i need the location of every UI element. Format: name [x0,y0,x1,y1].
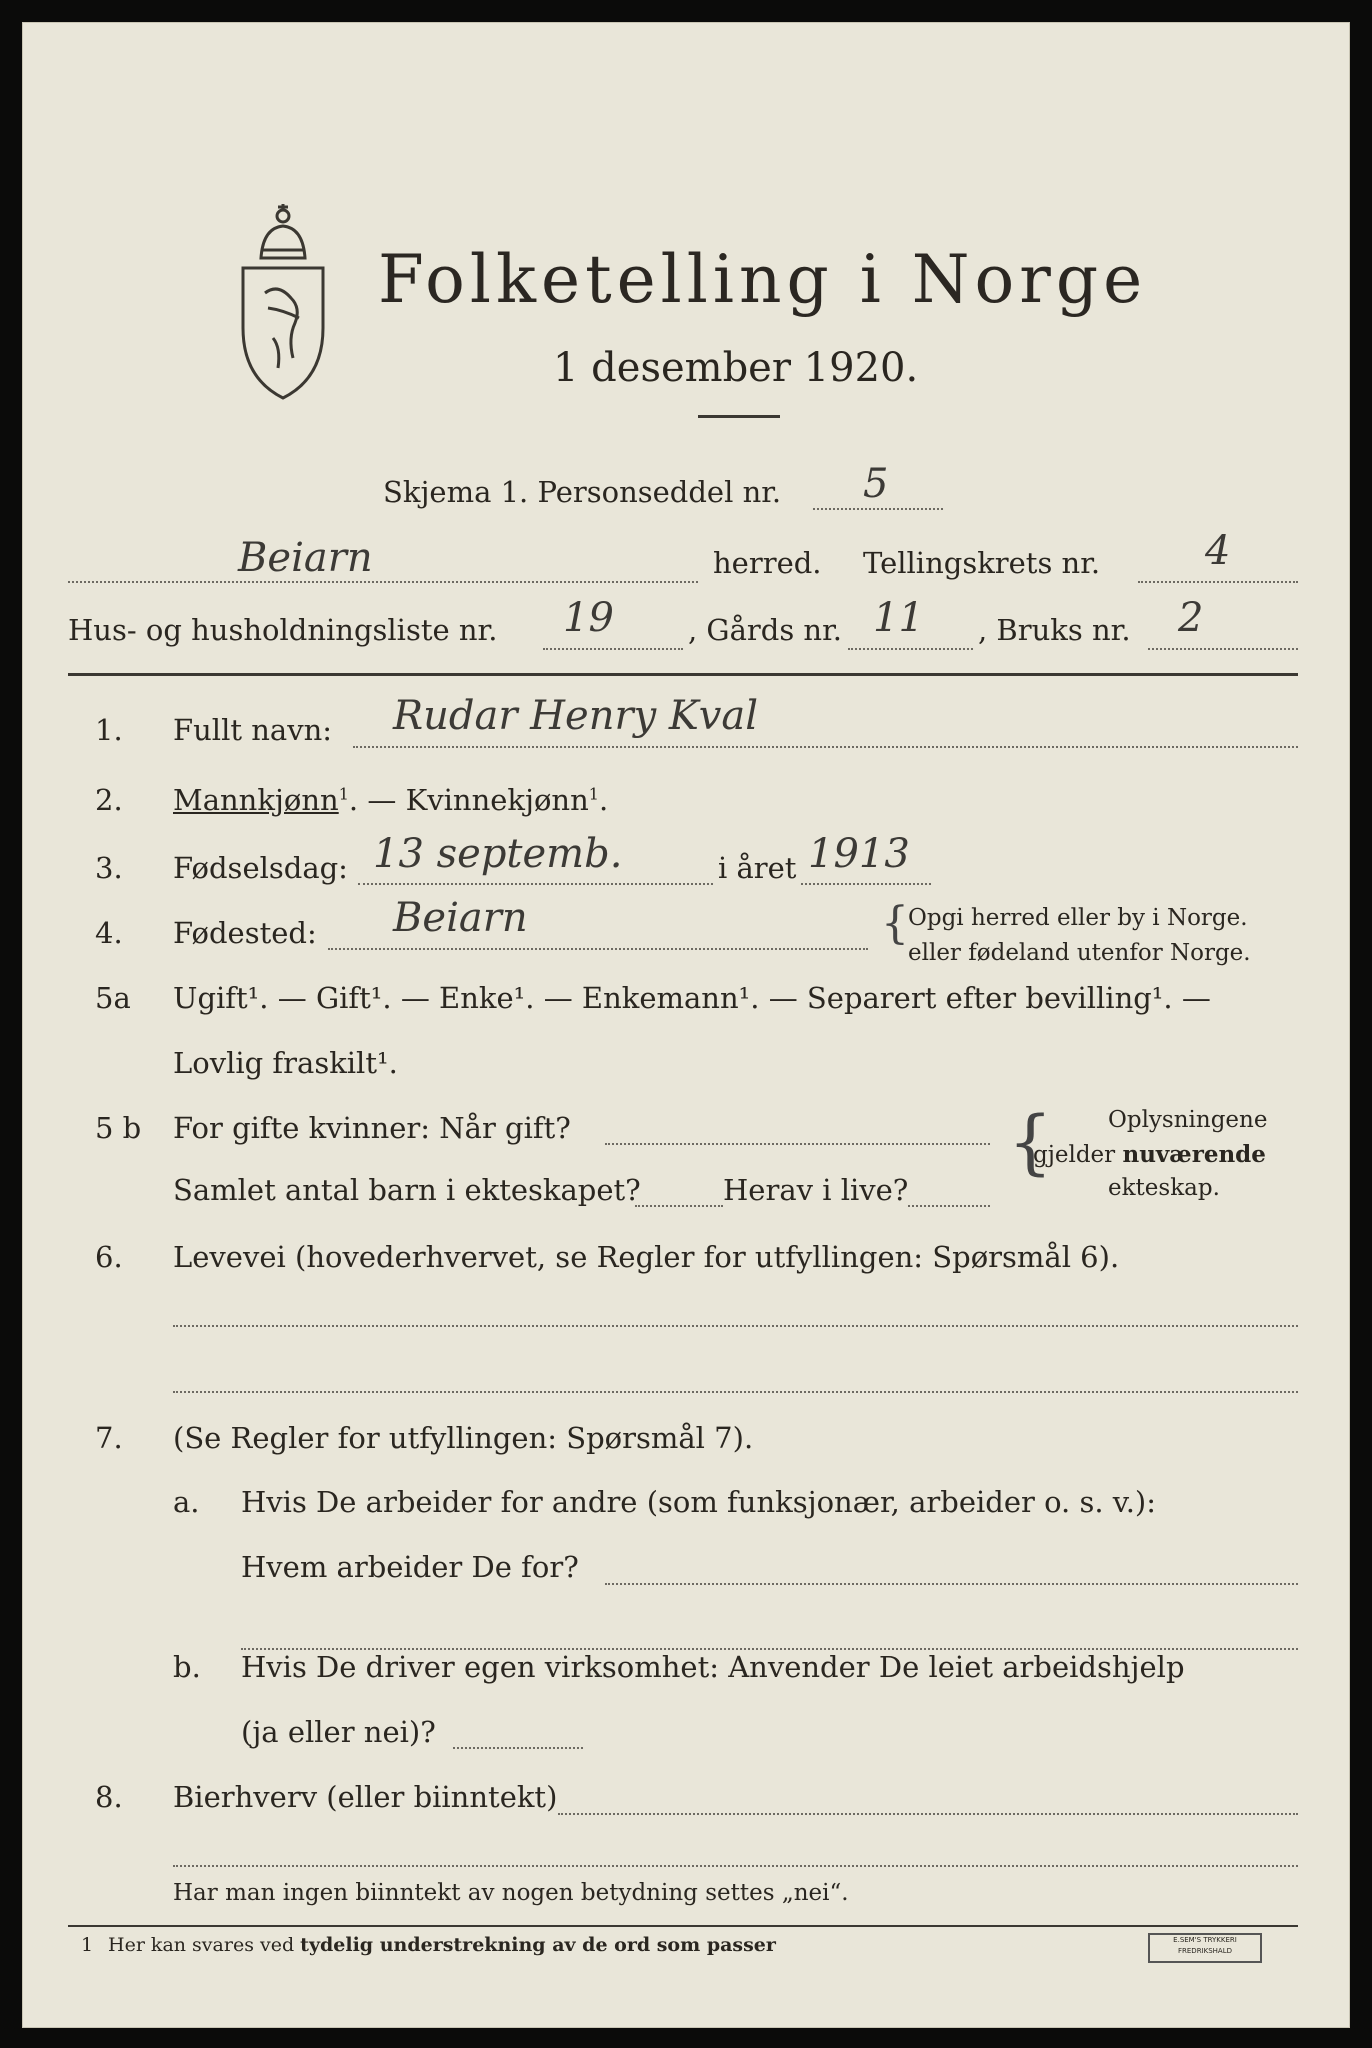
q5a-options[interactable]: Ugift¹. — Gift¹. — Enke¹. — Enkemann¹. — Separert efter bevilling¹. — [173,981,1211,1015]
gaards-number[interactable]: 11 [873,595,924,641]
schema-label: Skjema 1. Personseddel nr. [383,475,782,509]
header-rule [68,673,1298,676]
personseddel-number[interactable]: 5 [863,461,889,507]
q2-number: 2. [95,783,123,817]
q8-answer-line[interactable] [558,1813,1298,1815]
q3-year-label: i året [718,851,797,885]
q6-number: 6. [95,1240,123,1274]
q7b-answer-line[interactable] [453,1747,583,1749]
tellingskrets-label: Tellingskrets nr. [863,546,1101,580]
husholdningsliste-number[interactable]: 19 [563,595,614,641]
q7-label: (Se Regler for utfyllingen: Spørsmål 7). [173,1421,754,1455]
q5b-note-3: ekteskap. [1108,1175,1220,1201]
q4-note-2: eller fødeland utenfor Norge. [908,940,1251,966]
footnote-text: Her kan svares ved tydelig understrekning av de ord som passer [108,1934,776,1956]
herred-name[interactable]: Beiarn [238,535,373,581]
q6-answer-line-2[interactable] [173,1391,1298,1393]
q6-answer-line-1[interactable] [173,1325,1298,1327]
q5a-options-2[interactable]: Lovlig fraskilt¹. [173,1046,398,1080]
q1-label: Fullt navn: [173,713,333,747]
male-option[interactable]: Mannkjønn [173,783,339,817]
q7b-question: (ja eller nei)? [241,1715,436,1749]
q4-brace: { [881,898,909,949]
q7-number: 7. [95,1421,123,1455]
q7a-question: Hvem arbeider De for? [241,1550,579,1584]
gaards-label: , Gårds nr. [688,613,842,647]
q5b-brace: { [1008,1101,1053,1183]
q3-label: Fødselsdag: [173,851,348,885]
q8-label: Bierhverv (eller biinntekt) [173,1780,558,1814]
census-form-page [22,22,1350,2028]
female-option[interactable]: Kvinnekjønn [405,783,589,817]
q7a-text: Hvis De arbeider for andre (som funksjonær, arbeider o. s. v.): [241,1485,1157,1519]
q8-number: 8. [95,1780,123,1814]
q2-options: Mannkjønn$^1$. — Kvinnekjønn$^1$. [173,783,609,817]
q7a-number: a. [173,1485,200,1519]
footnote-rule [68,1925,1298,1927]
q5b-note-1: Oplysningene [1108,1107,1268,1133]
q4-number: 4. [95,916,123,950]
title-divider [698,415,780,418]
q8-note: Har man ingen biinntekt av nogen betydning settes „nei“. [173,1880,849,1906]
q5b-note-2: gjelder nuværende [1033,1141,1266,1168]
q7b-number: b. [173,1650,201,1684]
q5a-number: 5a [95,981,131,1015]
q1-number: 1. [95,713,123,747]
norway-coat-of-arms-icon [233,198,333,403]
birthplace-value[interactable]: Beiarn [393,895,528,941]
tellingskrets-number[interactable]: 4 [1205,528,1231,574]
bruks-label: , Bruks nr. [978,613,1131,647]
bruks-number[interactable]: 2 [1178,595,1204,641]
q5b-married-when: For gifte kvinner: Når gift? [173,1111,571,1145]
husholdningsliste-label: Hus- og husholdningsliste nr. [68,613,498,647]
q4-note-1: Opgi herred eller by i Norge. [908,905,1248,931]
q4-label: Fødested: [173,916,317,950]
q5b-alive: Herav i live? [723,1173,909,1207]
birth-day-value[interactable]: 13 septemb. [373,831,623,877]
q6-label: Levevei (hovederhvervet, se Regler for utfyllingen: Spørsmål 6). [173,1240,1120,1274]
q7b-text: Hvis De driver egen virksomhet: Anvender De leiet arbeidshjelp [241,1650,1185,1684]
herred-label: herred. [713,546,822,580]
q5b-children: Samlet antal barn i ekteskapet? [173,1173,641,1207]
q7a-answer-line[interactable] [605,1583,1298,1585]
full-name-value[interactable]: Rudar Henry Kval [393,693,759,739]
birth-year-value[interactable]: 1913 [808,831,910,877]
q3-number: 3. [95,851,123,885]
q5b-number: 5 b [95,1111,142,1145]
q8-answer-line-2[interactable] [173,1865,1298,1867]
form-title: Folketelling i Norge [378,241,1148,318]
footnote-mark: 1 [81,1934,94,1956]
census-date: 1 desember 1920. [553,345,919,391]
printer-stamp: E.SEM'S TRYKKERI FREDRIKSHALD [1148,1933,1262,1963]
